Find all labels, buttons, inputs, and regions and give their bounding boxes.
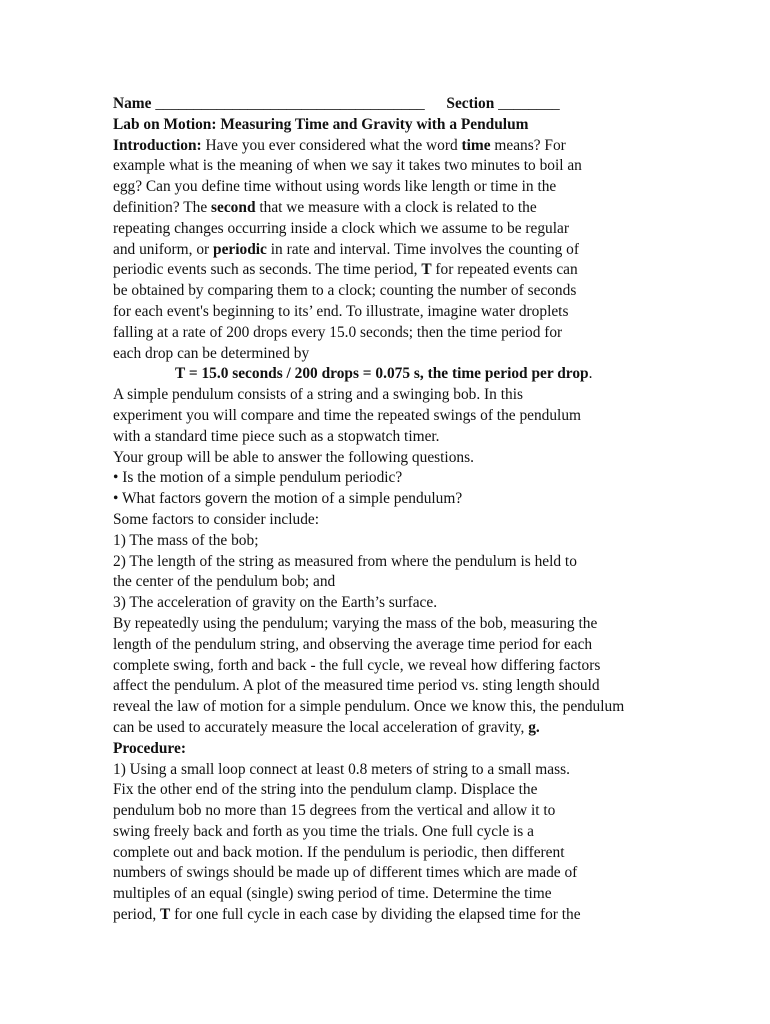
factor-3: 3) The acceleration of gravity on the Earth’s surface. [113, 594, 438, 612]
procedure-line-1: 1) Using a small loop connect at least 0.8 meters of string to a small mass. [113, 760, 570, 778]
intro-line-9: for each event's beginning to its’ end. To illustrate, imagine water droplets [113, 302, 569, 320]
name-blank: ___________________________________ [155, 95, 425, 112]
paragraph-line-6: can be used to accurately measure the local acceleration of gravity, g. [113, 718, 540, 736]
question-2: • What factors govern the motion of a simple pendulum? [113, 490, 463, 508]
procedure-line-6: numbers of swings should be made up of different times which are made of [113, 864, 578, 882]
intro-heading: Introduction: [113, 136, 202, 154]
factor-1: 1) The mass of the bob; [113, 531, 259, 549]
intro-line-5: repeating changes occurring inside a clock which we assume to be regular [113, 219, 569, 237]
intro-line-2: example what is the meaning of when we say it takes two minutes to boil an [113, 157, 582, 175]
header-line [113, 94, 713, 115]
pendulum-line-4: Your group will be able to answer the following questions. [113, 448, 474, 466]
intro-line-10: falling at a rate of 200 drops every 15.0 seconds; then the time period for [113, 323, 563, 341]
procedure-line-3: pendulum bob no more than 15 degrees from the vertical and allow it to [113, 802, 556, 820]
pendulum-line-2: experiment you will compare and time the repeated swings of the pendulum [113, 406, 581, 424]
procedure-line-5: complete out and back motion. If the pendulum is periodic, then different [113, 843, 565, 861]
intro-line-6: and uniform, or periodic in rate and interval. Time involves the counting of [113, 240, 579, 258]
factor-2b: the center of the pendulum bob; and [113, 573, 336, 591]
question-1: • Is the motion of a simple pendulum periodic? [113, 469, 403, 487]
intro-line-11: each drop can be determined by [113, 344, 310, 362]
intro-line-4: definition? The second that we measure with a clock is related to the [113, 198, 537, 216]
intro-line-3: egg? Can you define time without using words like length or time in the [113, 178, 557, 196]
name-label: Name [113, 95, 152, 112]
paragraph-line-4: affect the pendulum. A plot of the measured time period vs. sting length should [113, 677, 600, 695]
pendulum-line-1: A simple pendulum consists of a string and a swinging bob. In this [113, 386, 523, 404]
document-page [113, 94, 713, 926]
procedure-line-2: Fix the other end of the string into the pendulum clamp. Displace the [113, 781, 538, 799]
paragraph-line-2: length of the pendulum string, and observing the average time period for each [113, 635, 593, 653]
intro-line-7: periodic events such as seconds. The time period, T for repeated events can [113, 261, 578, 279]
pendulum-line-3: with a standard time piece such as a stopwatch timer. [113, 427, 440, 445]
section-label: Section [446, 95, 495, 112]
paragraph-line-5: reveal the law of motion for a simple pendulum. Once we know this, the pendulum [113, 698, 625, 716]
paragraph-line-1: By repeatedly using the pendulum; varying the mass of the bob, measuring the [113, 614, 598, 632]
procedure-line-8: period, T for one full cycle in each case by dividing the elapsed time for the [113, 906, 581, 924]
period-equation: T = 15.0 seconds / 200 drops = 0.075 s, the time period per drop. [175, 365, 593, 383]
intro-line-8: be obtained by comparing them to a clock; counting the number of seconds [113, 282, 577, 300]
factors-intro: Some factors to consider include: [113, 510, 320, 528]
procedure-line-4: swing freely back and forth as you time the trials. One full cycle is a [113, 822, 534, 840]
section-blank: ________ [498, 95, 560, 112]
procedure-heading: Procedure: [113, 739, 186, 757]
procedure-line-7: multiples of an equal (single) swing period of time. Determine the time [113, 885, 552, 903]
intro-line-1: Introduction: Have you ever considered what the word time means? For [113, 136, 566, 154]
factor-2a: 2) The length of the string as measured from where the pendulum is held to [113, 552, 577, 570]
paragraph-line-3: complete swing, forth and back - the full cycle, we reveal how differing factors [113, 656, 601, 674]
lab-title: Lab on Motion: Measuring Time and Gravity with a Pendulum [113, 115, 529, 133]
